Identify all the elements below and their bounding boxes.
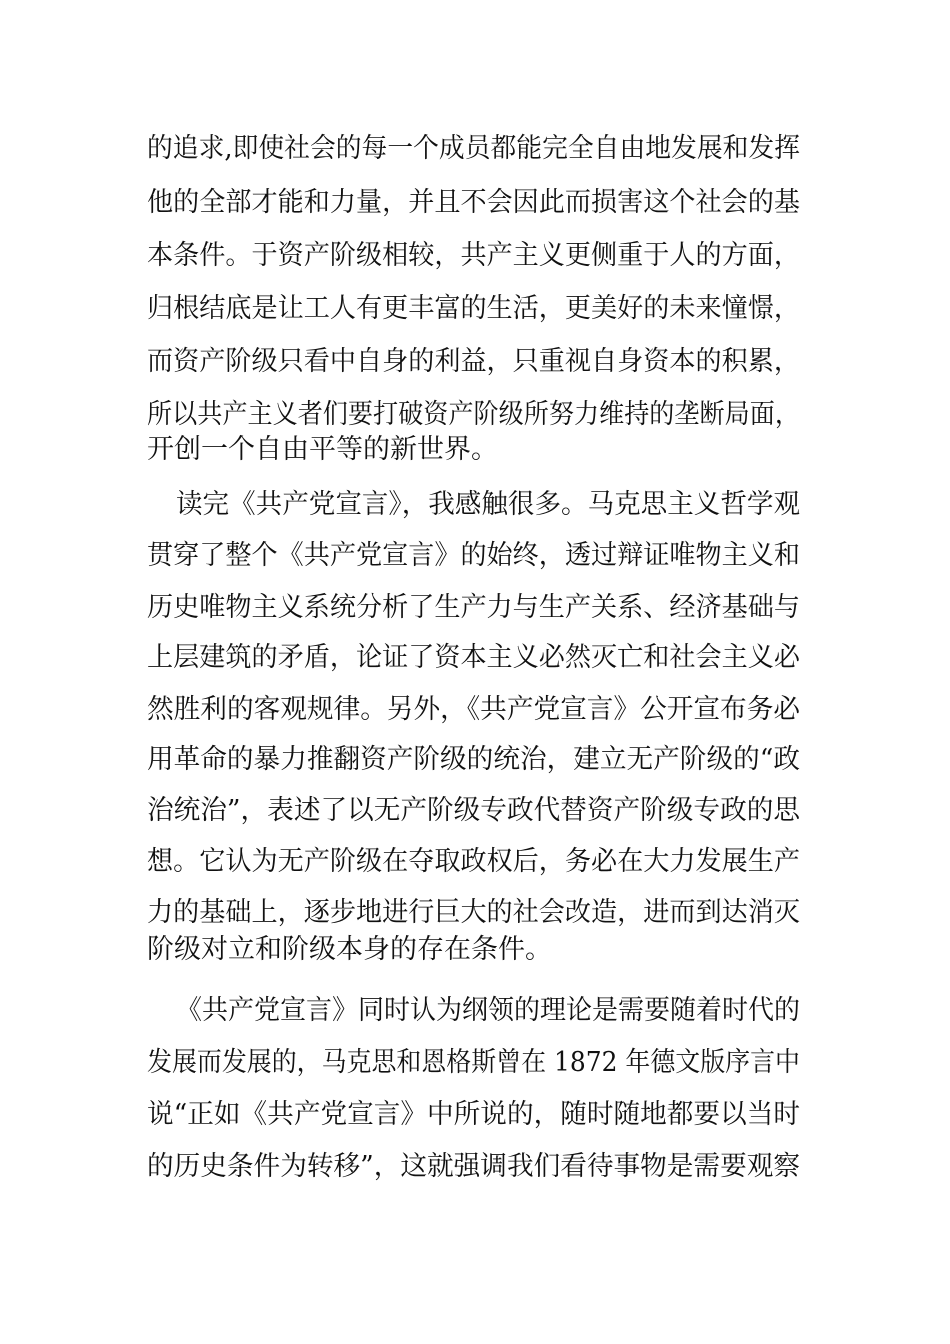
line-text: 治统治”，表述了以无产阶级专政代替资产阶级专政的思 [147,795,800,826]
text-line [0,289,950,329]
line-text: 说“正如《共产党宣言》中所说的，随时随地都要以当时 [147,1099,800,1130]
text-line [0,842,950,882]
text-line [0,129,950,169]
text-line [0,485,950,525]
line-text: 《共产党宣言》同时认为纲领的理论是需要随着时代的 [176,995,800,1026]
line-text: 而资产阶级只看中自身的利益，只重视自身资本的积累， [147,346,800,377]
line-text: 读完《共产党宣言》，我感触很多。马克思主义哲学观 [176,489,800,520]
text-line [0,791,950,831]
line-text: 本条件。于资产阶级相较，共产主义更侧重于人的方面， [147,240,800,271]
text-line [0,588,950,628]
line-text: 的追求,即使社会的每一个成员都能完全自由地发展和发挥 [147,133,800,164]
line-text: 上层建筑的矛盾，论证了资本主义必然灭亡和社会主义必 [147,642,800,673]
text-line [0,930,950,970]
text-line [0,1095,950,1135]
line-text: 用革命的暴力推翻资产阶级的统治，建立无产阶级的“政 [147,744,800,775]
text-line [0,740,950,780]
text-line [0,991,950,1031]
line-text: 阶级对立和阶级本身的存在条件。 [147,934,552,965]
text-line [0,638,950,678]
text-line [0,1043,950,1083]
text-line [0,536,950,576]
line-text: 历史唯物主义系统分析了生产力与生产关系、经济基础与 [147,592,800,623]
line-text: 他的全部才能和力量，并且不会因此而损害这个社会的基 [147,187,800,218]
text-line [0,893,950,933]
line-text: 归根结底是让工人有更丰富的生活，更美好的未来憧憬， [147,293,800,324]
line-text: 贯穿了整个《共产党宣言》的始终，透过辩证唯物主义和 [147,540,800,571]
text-line [0,690,950,730]
line-text: 所以共产主义者们要打破资产阶级所努力维持的垄断局面， [147,399,800,430]
text-line [0,342,950,382]
text-line [0,1147,950,1187]
line-text: 想。它认为无产阶级在夺取政权后，务必在大力发展生产 [147,846,800,877]
text-line [0,430,950,470]
line-text: 然胜利的客观规律。另外，《共产党宣言》公开宣布务必 [147,694,800,725]
line-text: 的历史条件为转移”，这就强调我们看待事物是需要观察 [147,1151,800,1182]
line-text: 发展而发展的，马克思和恩格斯曾在 1872 年德文版序言中 [147,1047,800,1078]
line-text: 开创一个自由平等的新世界。 [147,434,498,465]
text-line [0,236,950,276]
text-line [0,183,950,223]
line-text: 力的基础上，逐步地进行巨大的社会改造，进而到达消灭 [147,897,800,928]
text-line [0,395,950,435]
